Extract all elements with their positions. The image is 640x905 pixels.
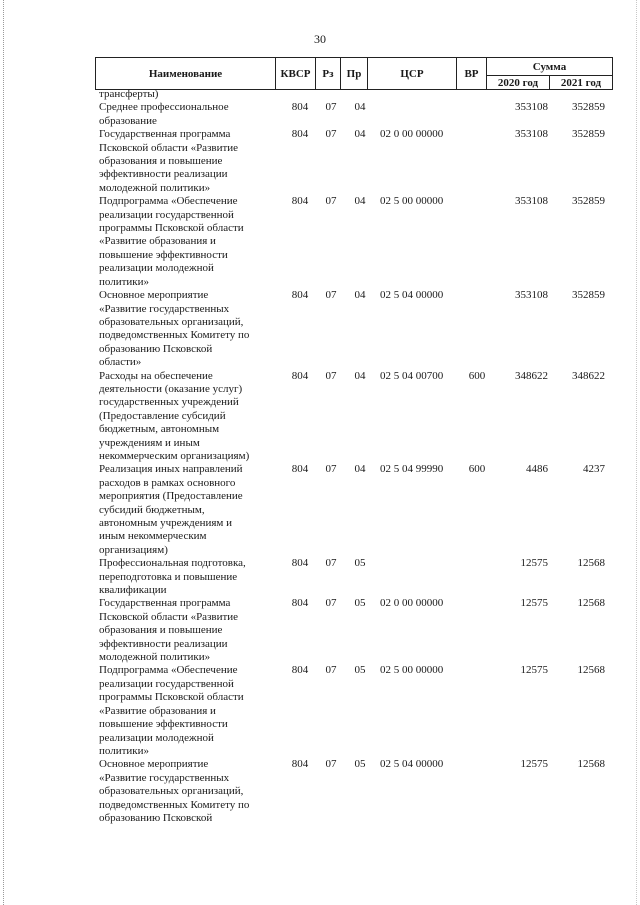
row-pr: 05 bbox=[354, 557, 366, 570]
row-pr: 04 bbox=[354, 128, 366, 141]
header-kvsr: КВСР bbox=[276, 58, 316, 90]
row-csr: 02 0 00 00000 bbox=[380, 597, 444, 610]
table-body bbox=[0, 88, 640, 825]
row-name: Подпрограмма «Обеспечение реализации государственной программы Псковской области «Развитие образования и повышение эффективности реализации молодежной политики» bbox=[99, 195, 244, 288]
table-row bbox=[0, 289, 640, 369]
row-rz: 07 bbox=[325, 557, 337, 570]
header-name: Наименование bbox=[96, 58, 276, 90]
row-kvsr: 804 bbox=[291, 101, 309, 114]
row-kvsr: 804 bbox=[291, 664, 309, 677]
row-name: Основное мероприятие «Развитие государственных образовательных организаций, подведомственных Комитету по образованию Псковской bbox=[99, 758, 250, 824]
table-row bbox=[0, 597, 640, 664]
row-rz: 07 bbox=[325, 758, 337, 771]
row-sum-2020: 353108 bbox=[515, 195, 548, 208]
row-pr: 05 bbox=[354, 597, 366, 610]
table-row bbox=[0, 128, 640, 195]
row-sum-2020: 12575 bbox=[520, 664, 548, 677]
row-rz: 07 bbox=[325, 369, 337, 382]
row-pr: 04 bbox=[354, 101, 366, 114]
table-row bbox=[0, 195, 640, 289]
row-rz: 07 bbox=[325, 664, 337, 677]
row-sum-2021: 352859 bbox=[572, 195, 605, 208]
header-2021: 2021 год bbox=[550, 76, 613, 90]
row-sum-2021: 352859 bbox=[572, 101, 605, 114]
page-number: 30 bbox=[314, 32, 326, 46]
header-vr: ВР bbox=[457, 58, 487, 90]
row-pr: 04 bbox=[354, 195, 366, 208]
row-sum-2021: 4237 bbox=[583, 463, 605, 476]
table-header bbox=[95, 57, 613, 90]
row-sum-2020: 348622 bbox=[515, 369, 548, 382]
row-sum-2021: 352859 bbox=[572, 128, 605, 141]
row-rz: 07 bbox=[325, 128, 337, 141]
row-kvsr: 804 bbox=[291, 289, 309, 302]
row-sum-2020: 353108 bbox=[515, 289, 548, 302]
row-rz: 07 bbox=[325, 195, 337, 208]
header-2020: 2020 год bbox=[487, 76, 550, 90]
row-name: Расходы на обеспечение деятельности (оказание услуг) государственных учреждений (Предоставление субсидий бюджетным, автономным учреждениям и иным некоммерческим организациям) bbox=[99, 369, 250, 462]
row-kvsr: 804 bbox=[291, 597, 309, 610]
row-rz: 07 bbox=[325, 101, 337, 114]
row-name: Основное мероприятие «Развитие государственных образовательных организаций, подведомственных Комитету по образованию Псковской области» bbox=[99, 289, 250, 369]
header-csr: ЦСР bbox=[368, 58, 457, 90]
row-kvsr: 804 bbox=[291, 463, 309, 476]
header-sum: Сумма bbox=[487, 58, 613, 76]
row-sum-2021: 348622 bbox=[572, 369, 605, 382]
row-kvsr: 804 bbox=[291, 128, 309, 141]
row-sum-2021: 12568 bbox=[577, 664, 605, 677]
table-row bbox=[0, 370, 640, 464]
row-kvsr: 804 bbox=[291, 369, 309, 382]
row-rz: 07 bbox=[325, 463, 337, 476]
row-sum-2021: 12568 bbox=[577, 758, 605, 771]
row-name: Профессиональная подготовка, переподготовка и повышение квалификации bbox=[99, 557, 246, 597]
row-sum-2020: 12575 bbox=[520, 758, 548, 771]
header-pr: Пр bbox=[341, 58, 368, 90]
row-csr: 02 5 00 00000 bbox=[380, 664, 444, 677]
row-csr: 02 5 04 00000 bbox=[380, 758, 444, 771]
table-row bbox=[0, 664, 640, 758]
table-row bbox=[0, 88, 640, 101]
row-csr: 02 5 00 00000 bbox=[380, 195, 444, 208]
row-name: Среднее профессиональное образование bbox=[99, 101, 229, 127]
row-sum-2020: 353108 bbox=[515, 101, 548, 114]
table-row bbox=[0, 758, 640, 825]
row-kvsr: 804 bbox=[291, 758, 309, 771]
row-rz: 07 bbox=[325, 597, 337, 610]
row-sum-2021: 352859 bbox=[572, 289, 605, 302]
row-vr: 600 bbox=[468, 463, 486, 476]
row-kvsr: 804 bbox=[291, 195, 309, 208]
row-sum-2020: 4486 bbox=[526, 463, 548, 476]
row-vr: 600 bbox=[468, 369, 486, 382]
row-pr: 04 bbox=[354, 463, 366, 476]
row-name: Реализация иных направлений расходов в рамках основного мероприятия (Предоставление субсидий бюджетным, автономным учреждениям и иным некоммерческим организациям) bbox=[99, 463, 243, 556]
row-pr: 05 bbox=[354, 664, 366, 677]
row-pr: 04 bbox=[354, 289, 366, 302]
table-row bbox=[0, 101, 640, 128]
row-pr: 04 bbox=[354, 369, 366, 382]
row-rz: 07 bbox=[325, 289, 337, 302]
row-sum-2021: 12568 bbox=[577, 597, 605, 610]
table-row bbox=[0, 557, 640, 597]
row-csr: 02 5 04 99990 bbox=[380, 463, 444, 476]
row-name: Подпрограмма «Обеспечение реализации государственной программы Псковской области «Развитие образования и повышение эффективности реализации молодежной политики» bbox=[99, 664, 244, 757]
row-name: Государственная программа Псковской области «Развитие образования и повышение эффективности реализации молодежной политики» bbox=[99, 597, 239, 664]
row-pr: 05 bbox=[354, 758, 366, 771]
row-csr: 02 5 04 00000 bbox=[380, 289, 444, 302]
table-row bbox=[0, 463, 640, 557]
header-rz: Рз bbox=[316, 58, 341, 90]
row-csr: 02 0 00 00000 bbox=[380, 128, 444, 141]
row-sum-2020: 353108 bbox=[515, 128, 548, 141]
row-kvsr: 804 bbox=[291, 557, 309, 570]
row-sum-2020: 12575 bbox=[520, 597, 548, 610]
row-sum-2021: 12568 bbox=[577, 557, 605, 570]
row-csr: 02 5 04 00700 bbox=[380, 369, 444, 382]
row-name: трансферты) bbox=[99, 88, 159, 100]
row-name: Государственная программа Псковской области «Развитие образования и повышение эффективности реализации молодежной политики» bbox=[99, 128, 239, 194]
row-sum-2020: 12575 bbox=[520, 557, 548, 570]
